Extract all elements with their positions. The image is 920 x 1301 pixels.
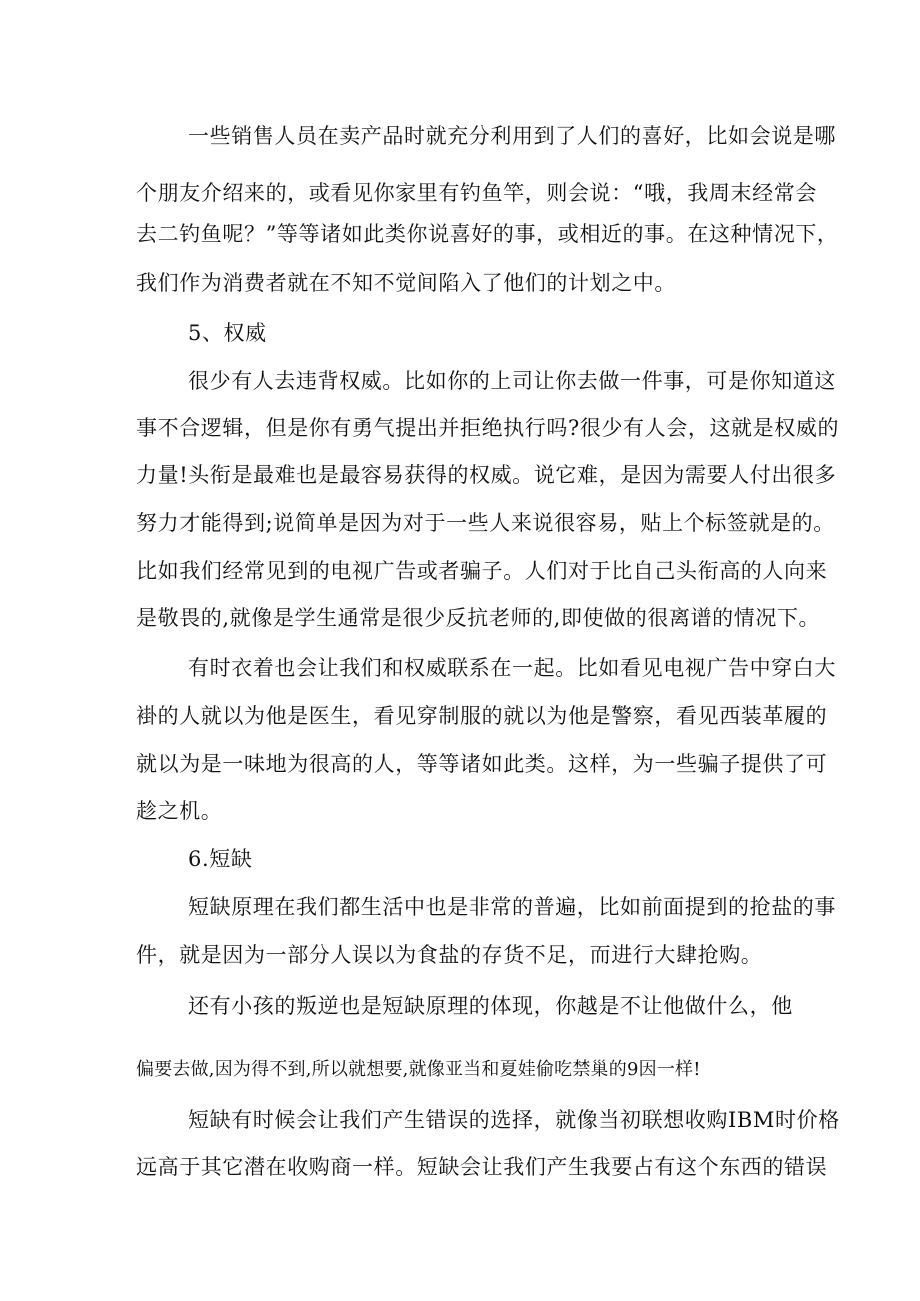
text-line: 趁之机。 [136, 799, 223, 823]
text-line: 是敬畏的,就像是学生通常是很少反抗老师的,即使做的很离谱的情况下。 [136, 606, 821, 630]
text-line: 去二钓鱼呢？”等等诸如此类你说喜好的事，或相近的事。在这种情况下， [136, 222, 839, 246]
text-line: 很少有人去违背权威。比如你的上司让你去做一件事，可是你知道这 [188, 369, 836, 393]
text-line: 短缺有时候会让我们产生错误的选择，就像当初联想收购IBM时价格 [188, 1108, 840, 1132]
text-line: 努力才能得到;说简单是因为对于一些人来说很容易，贴上个标签就是的。 [136, 511, 835, 535]
section-heading: 6.短缺 [188, 847, 253, 871]
text-line: 有时衣着也会让我们和权威联系在一起。比如看见电视广告中穿白大 [188, 656, 836, 680]
text-line: 还有小孩的叛逆也是短缺原理的体现，你越是不让他做什么，他 [188, 994, 793, 1018]
text-line: 就以为是一味地为很高的人，等等诸如此类。这样，为一些骗子提供了可 [136, 752, 828, 776]
text-line: 事不合逻辑，但是你有勇气提出并拒绝执行吗?很少有人会，这就是权威的 [136, 416, 840, 440]
text-line: 我们作为消费者就在不知不觉间陷入了他们的计划之中。 [136, 271, 676, 295]
text-line: 远高于其它潜在收购商一样。短缺会让我们产生我要占有这个东西的错误 [136, 1155, 828, 1179]
text-line: 一些销售人员在卖产品时就充分利用到了人们的喜好，比如会说是哪 [188, 124, 836, 148]
text-line: 比如我们经常见到的电视广告或者骗子。人们对于比自己头衔高的人向来 [136, 559, 828, 583]
text-line: 短缺原理在我们都生活中也是非常的普遍，比如前面提到的抢盐的事 [188, 895, 836, 919]
section-heading: 5、权威 [188, 321, 267, 345]
text-line: 件，就是因为一部分人误以为食盐的存货不足，而进行大肆抢购。 [136, 943, 763, 967]
text-line: 个朋友介绍来的，或看见你家里有钓鱼竿，则会说：“哦，我周末经常会 [136, 181, 817, 205]
text-line: 力量!头衔是最难也是最容易获得的权威。说它难，是因为需要人付出很多 [136, 463, 837, 487]
text-line: 偏要去做,因为得不到,所以就想要,就像亚当和夏娃偷吃禁巢的9因一样! [136, 1059, 701, 1080]
text-line: 褂的人就以为他是医生，看见穿制服的就以为他是警察，看见西装革履的 [136, 704, 828, 728]
